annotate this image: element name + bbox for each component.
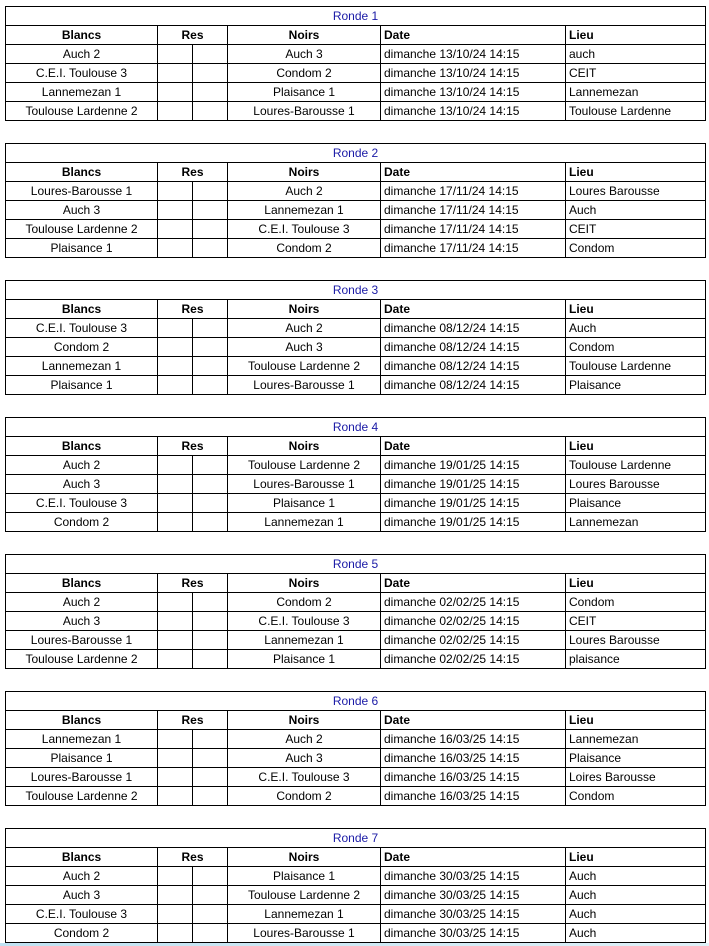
black-team: Plaisance 1	[228, 83, 381, 102]
result-black	[193, 631, 228, 650]
result-black	[193, 201, 228, 220]
round-grid	[5, 143, 706, 258]
round-grid	[5, 6, 706, 121]
match-date: dimanche 19/01/25 14:15	[381, 513, 566, 532]
header-date: Date	[381, 26, 566, 45]
black-team: C.E.I. Toulouse 3	[228, 220, 381, 239]
match-date: dimanche 17/11/24 14:15	[381, 201, 566, 220]
black-team: Toulouse Lardenne 2	[228, 886, 381, 905]
round-title: Ronde 3	[6, 281, 706, 300]
match-date: dimanche 13/10/24 14:15	[381, 102, 566, 121]
match-date: dimanche 16/03/25 14:15	[381, 749, 566, 768]
game-row	[6, 45, 706, 64]
black-team: Condom 2	[228, 787, 381, 806]
game-row	[6, 650, 706, 669]
white-team: Condom 2	[6, 338, 158, 357]
header-res: Res	[158, 711, 228, 730]
header-lieu: Lieu	[566, 574, 706, 593]
result-black	[193, 45, 228, 64]
black-team: Lannemezan 1	[228, 201, 381, 220]
result-black	[193, 494, 228, 513]
header-date: Date	[381, 574, 566, 593]
match-venue: Condom	[566, 787, 706, 806]
game-row	[6, 631, 706, 650]
game-row	[6, 886, 706, 905]
match-venue: Plaisance	[566, 749, 706, 768]
white-team: Toulouse Lardenne 2	[6, 102, 158, 121]
round-title: Ronde 2	[6, 144, 706, 163]
round-table-2	[5, 143, 705, 258]
match-venue: Condom	[566, 239, 706, 258]
white-team: Auch 2	[6, 45, 158, 64]
white-team: Auch 2	[6, 456, 158, 475]
white-team: Plaisance 1	[6, 239, 158, 258]
round-grid	[5, 828, 706, 943]
match-venue: Condom	[566, 593, 706, 612]
black-team: Auch 2	[228, 319, 381, 338]
header-blancs: Blancs	[6, 26, 158, 45]
result-white	[158, 239, 193, 258]
round-table-4	[5, 417, 705, 532]
result-white	[158, 612, 193, 631]
white-team: Loures-Barousse 1	[6, 768, 158, 787]
header-lieu: Lieu	[566, 26, 706, 45]
round-table-1	[5, 6, 705, 121]
game-row	[6, 867, 706, 886]
white-team: Loures-Barousse 1	[6, 182, 158, 201]
game-row	[6, 749, 706, 768]
match-venue: auch	[566, 45, 706, 64]
result-black	[193, 513, 228, 532]
result-black	[193, 338, 228, 357]
game-row	[6, 182, 706, 201]
result-white	[158, 376, 193, 395]
match-date: dimanche 02/02/25 14:15	[381, 593, 566, 612]
match-date: dimanche 16/03/25 14:15	[381, 730, 566, 749]
header-date: Date	[381, 711, 566, 730]
header-noirs: Noirs	[228, 711, 381, 730]
black-team: Lannemezan 1	[228, 631, 381, 650]
header-noirs: Noirs	[228, 163, 381, 182]
header-blancs: Blancs	[6, 574, 158, 593]
match-date: dimanche 30/03/25 14:15	[381, 905, 566, 924]
header-date: Date	[381, 300, 566, 319]
match-venue: Toulouse Lardenne	[566, 102, 706, 121]
match-venue: Lannemezan	[566, 513, 706, 532]
match-date: dimanche 08/12/24 14:15	[381, 357, 566, 376]
match-venue: Auch	[566, 905, 706, 924]
black-team: Plaisance 1	[228, 867, 381, 886]
white-team: Lannemezan 1	[6, 357, 158, 376]
black-team: Auch 3	[228, 338, 381, 357]
match-venue: plaisance	[566, 650, 706, 669]
match-venue: Loures Barousse	[566, 475, 706, 494]
black-team: Toulouse Lardenne 2	[228, 456, 381, 475]
result-black	[193, 182, 228, 201]
header-lieu: Lieu	[566, 711, 706, 730]
black-team: Loures-Barousse 1	[228, 376, 381, 395]
match-venue: Loures Barousse	[566, 631, 706, 650]
header-res: Res	[158, 574, 228, 593]
black-team: Auch 3	[228, 749, 381, 768]
header-lieu: Lieu	[566, 300, 706, 319]
white-team: Auch 2	[6, 867, 158, 886]
header-row	[6, 26, 706, 45]
match-date: dimanche 02/02/25 14:15	[381, 631, 566, 650]
match-date: dimanche 08/12/24 14:15	[381, 376, 566, 395]
result-white	[158, 338, 193, 357]
result-black	[193, 787, 228, 806]
white-team: Condom 2	[6, 513, 158, 532]
result-white	[158, 83, 193, 102]
game-row	[6, 201, 706, 220]
result-white	[158, 749, 193, 768]
result-black	[193, 593, 228, 612]
black-team: Auch 2	[228, 730, 381, 749]
match-venue: Plaisance	[566, 376, 706, 395]
result-white	[158, 182, 193, 201]
game-row	[6, 456, 706, 475]
match-date: dimanche 08/12/24 14:15	[381, 338, 566, 357]
black-team: Lannemezan 1	[228, 905, 381, 924]
result-black	[193, 102, 228, 121]
header-row	[6, 848, 706, 867]
match-date: dimanche 19/01/25 14:15	[381, 475, 566, 494]
result-white	[158, 924, 193, 943]
header-date: Date	[381, 848, 566, 867]
match-date: dimanche 13/10/24 14:15	[381, 45, 566, 64]
match-date: dimanche 19/01/25 14:15	[381, 456, 566, 475]
match-venue: Condom	[566, 338, 706, 357]
white-team: Plaisance 1	[6, 376, 158, 395]
match-venue: Plaisance	[566, 494, 706, 513]
header-res: Res	[158, 300, 228, 319]
round-title: Ronde 5	[6, 555, 706, 574]
white-team: C.E.I. Toulouse 3	[6, 494, 158, 513]
black-team: C.E.I. Toulouse 3	[228, 768, 381, 787]
match-venue: Loires Barousse	[566, 768, 706, 787]
result-white	[158, 357, 193, 376]
header-res: Res	[158, 848, 228, 867]
white-team: Loures-Barousse 1	[6, 631, 158, 650]
game-row	[6, 376, 706, 395]
match-venue: CEIT	[566, 64, 706, 83]
game-row	[6, 924, 706, 943]
game-row	[6, 357, 706, 376]
result-white	[158, 631, 193, 650]
round-grid	[5, 554, 706, 669]
header-date: Date	[381, 437, 566, 456]
white-team: Auch 3	[6, 612, 158, 631]
header-blancs: Blancs	[6, 848, 158, 867]
result-white	[158, 456, 193, 475]
header-row	[6, 163, 706, 182]
game-row	[6, 64, 706, 83]
result-black	[193, 612, 228, 631]
result-black	[193, 867, 228, 886]
header-blancs: Blancs	[6, 163, 158, 182]
header-row	[6, 437, 706, 456]
header-res: Res	[158, 163, 228, 182]
header-date: Date	[381, 163, 566, 182]
white-team: Condom 2	[6, 924, 158, 943]
match-date: dimanche 13/10/24 14:15	[381, 64, 566, 83]
black-team: Condom 2	[228, 593, 381, 612]
header-row	[6, 574, 706, 593]
header-noirs: Noirs	[228, 574, 381, 593]
result-black	[193, 239, 228, 258]
result-white	[158, 494, 193, 513]
result-black	[193, 905, 228, 924]
round-title: Ronde 6	[6, 692, 706, 711]
match-venue: Lannemezan	[566, 83, 706, 102]
round-title: Ronde 7	[6, 829, 706, 848]
header-blancs: Blancs	[6, 300, 158, 319]
round-grid	[5, 280, 706, 395]
white-team: Auch 3	[6, 201, 158, 220]
round-table-5	[5, 554, 705, 669]
result-black	[193, 357, 228, 376]
white-team: C.E.I. Toulouse 3	[6, 64, 158, 83]
match-venue: Auch	[566, 924, 706, 943]
result-white	[158, 650, 193, 669]
header-noirs: Noirs	[228, 437, 381, 456]
header-lieu: Lieu	[566, 437, 706, 456]
black-team: Auch 2	[228, 182, 381, 201]
match-venue: Loures Barousse	[566, 182, 706, 201]
header-blancs: Blancs	[6, 437, 158, 456]
black-team: Condom 2	[228, 64, 381, 83]
match-date: dimanche 08/12/24 14:15	[381, 319, 566, 338]
match-venue: CEIT	[566, 612, 706, 631]
header-blancs: Blancs	[6, 711, 158, 730]
game-row	[6, 768, 706, 787]
game-row	[6, 612, 706, 631]
black-team: Plaisance 1	[228, 650, 381, 669]
match-date: dimanche 02/02/25 14:15	[381, 612, 566, 631]
black-team: Lannemezan 1	[228, 513, 381, 532]
result-white	[158, 201, 193, 220]
match-venue: CEIT	[566, 220, 706, 239]
white-team: Toulouse Lardenne 2	[6, 650, 158, 669]
match-date: dimanche 16/03/25 14:15	[381, 787, 566, 806]
black-team: Plaisance 1	[228, 494, 381, 513]
result-white	[158, 513, 193, 532]
result-white	[158, 593, 193, 612]
result-black	[193, 220, 228, 239]
match-venue: Auch	[566, 886, 706, 905]
round-table-7	[5, 828, 705, 943]
result-black	[193, 749, 228, 768]
match-date: dimanche 02/02/25 14:15	[381, 650, 566, 669]
result-black	[193, 83, 228, 102]
round-title: Ronde 1	[6, 7, 706, 26]
header-noirs: Noirs	[228, 26, 381, 45]
white-team: C.E.I. Toulouse 3	[6, 319, 158, 338]
game-row	[6, 83, 706, 102]
match-date: dimanche 30/03/25 14:15	[381, 924, 566, 943]
black-team: Toulouse Lardenne 2	[228, 357, 381, 376]
game-row	[6, 475, 706, 494]
result-white	[158, 730, 193, 749]
round-table-6	[5, 691, 705, 806]
match-date: dimanche 30/03/25 14:15	[381, 867, 566, 886]
game-row	[6, 239, 706, 258]
match-date: dimanche 16/03/25 14:15	[381, 768, 566, 787]
result-black	[193, 64, 228, 83]
header-lieu: Lieu	[566, 848, 706, 867]
result-black	[193, 730, 228, 749]
game-row	[6, 513, 706, 532]
game-row	[6, 220, 706, 239]
round-grid	[5, 417, 706, 532]
result-white	[158, 102, 193, 121]
match-date: dimanche 17/11/24 14:15	[381, 182, 566, 201]
game-row	[6, 494, 706, 513]
black-team: Loures-Barousse 1	[228, 102, 381, 121]
result-white	[158, 64, 193, 83]
round-title: Ronde 4	[6, 418, 706, 437]
white-team: Toulouse Lardenne 2	[6, 787, 158, 806]
header-row	[6, 711, 706, 730]
match-venue: Auch	[566, 867, 706, 886]
round-table-3	[5, 280, 705, 395]
result-black	[193, 319, 228, 338]
game-row	[6, 787, 706, 806]
match-date: dimanche 19/01/25 14:15	[381, 494, 566, 513]
black-team: Condom 2	[228, 239, 381, 258]
match-date: dimanche 17/11/24 14:15	[381, 239, 566, 258]
white-team: Auch 3	[6, 475, 158, 494]
round-grid	[5, 691, 706, 806]
match-venue: Auch	[566, 201, 706, 220]
black-team: C.E.I. Toulouse 3	[228, 612, 381, 631]
white-team: Plaisance 1	[6, 749, 158, 768]
result-black	[193, 924, 228, 943]
result-black	[193, 768, 228, 787]
black-team: Loures-Barousse 1	[228, 924, 381, 943]
result-white	[158, 867, 193, 886]
match-date: dimanche 13/10/24 14:15	[381, 83, 566, 102]
white-team: Lannemezan 1	[6, 730, 158, 749]
match-date: dimanche 30/03/25 14:15	[381, 886, 566, 905]
game-row	[6, 730, 706, 749]
black-team: Loures-Barousse 1	[228, 475, 381, 494]
game-row	[6, 102, 706, 121]
result-white	[158, 45, 193, 64]
white-team: Auch 3	[6, 886, 158, 905]
result-black	[193, 886, 228, 905]
match-venue: Toulouse Lardenne	[566, 357, 706, 376]
game-row	[6, 319, 706, 338]
result-black	[193, 456, 228, 475]
result-black	[193, 475, 228, 494]
white-team: Toulouse Lardenne 2	[6, 220, 158, 239]
header-noirs: Noirs	[228, 300, 381, 319]
result-white	[158, 220, 193, 239]
game-row	[6, 905, 706, 924]
result-white	[158, 886, 193, 905]
result-white	[158, 475, 193, 494]
match-venue: Lannemezan	[566, 730, 706, 749]
match-venue: Auch	[566, 319, 706, 338]
header-res: Res	[158, 26, 228, 45]
header-noirs: Noirs	[228, 848, 381, 867]
white-team: C.E.I. Toulouse 3	[6, 905, 158, 924]
result-white	[158, 768, 193, 787]
header-row	[6, 300, 706, 319]
white-team: Auch 2	[6, 593, 158, 612]
result-white	[158, 787, 193, 806]
result-black	[193, 650, 228, 669]
header-res: Res	[158, 437, 228, 456]
result-black	[193, 376, 228, 395]
game-row	[6, 338, 706, 357]
match-venue: Toulouse Lardenne	[566, 456, 706, 475]
black-team: Auch 3	[228, 45, 381, 64]
result-white	[158, 905, 193, 924]
game-row	[6, 593, 706, 612]
match-date: dimanche 17/11/24 14:15	[381, 220, 566, 239]
white-team: Lannemezan 1	[6, 83, 158, 102]
result-white	[158, 319, 193, 338]
header-lieu: Lieu	[566, 163, 706, 182]
